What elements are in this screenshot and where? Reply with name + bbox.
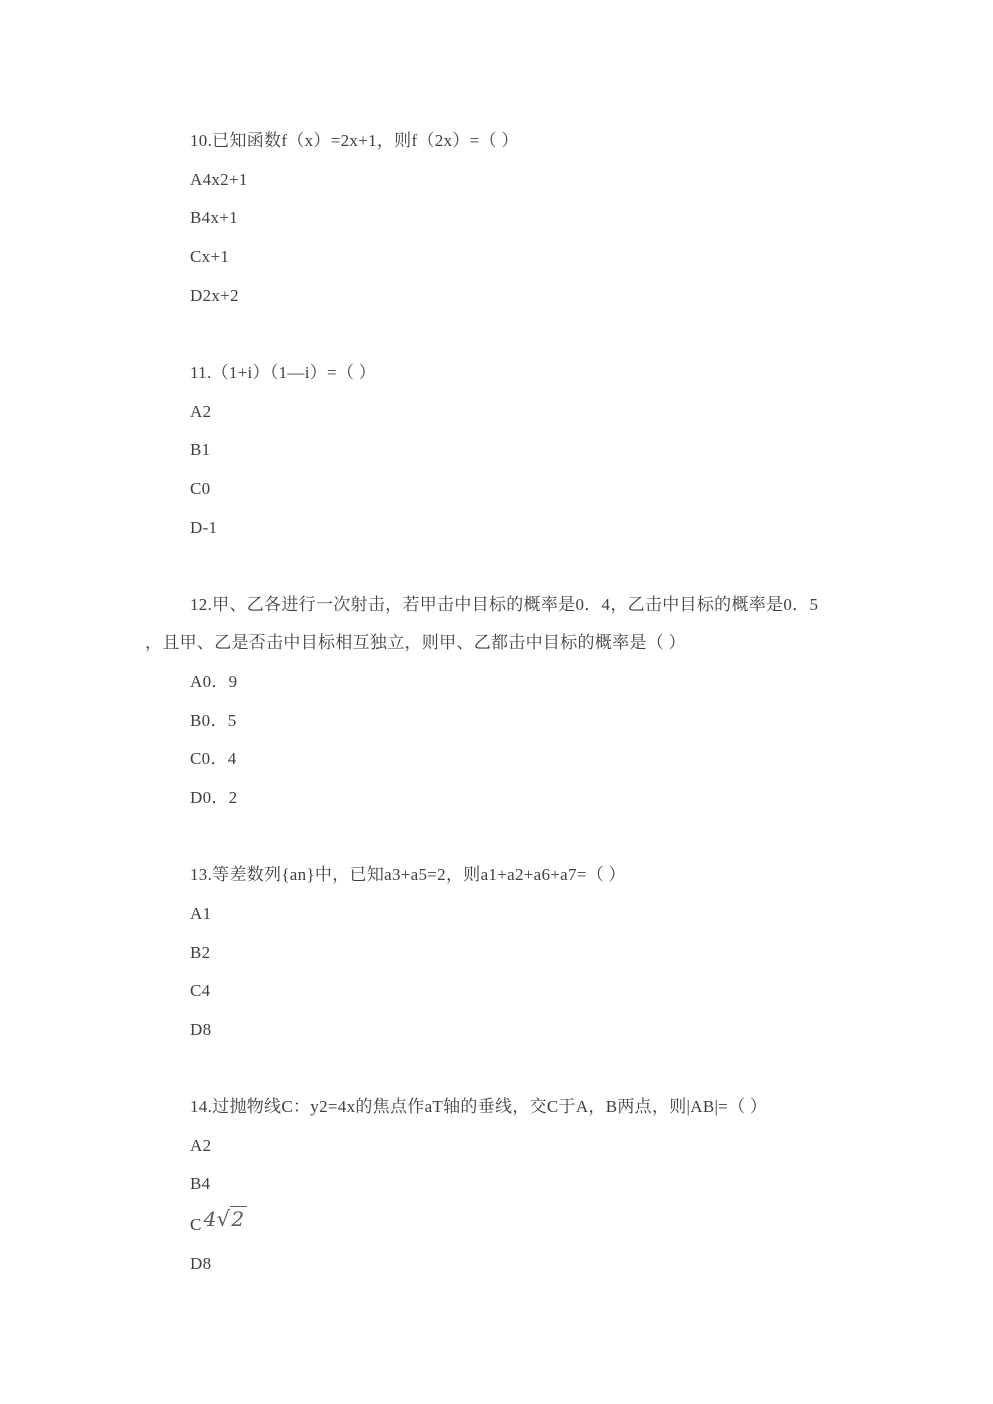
option-text: C0 <box>190 478 211 498</box>
option-text: C4 <box>190 981 211 1001</box>
question-options <box>145 393 853 548</box>
question-lines <box>145 1088 853 1127</box>
radical-sign-icon: √ <box>216 1207 231 1232</box>
sqrt-formula <box>204 1207 248 1231</box>
question-block <box>145 1088 853 1284</box>
option-text: A0．9 <box>190 672 238 692</box>
option-text: A2 <box>190 401 212 421</box>
question-block <box>145 856 853 1050</box>
question-options <box>145 1127 853 1284</box>
option-text: C0．4 <box>190 749 237 769</box>
option-text: Cx+1 <box>190 247 230 267</box>
question-text: ，且甲、乙是否击中目标相互独立，则甲、乙都击中目标的概率是（ ） <box>145 633 686 653</box>
formula-radicand: 2 <box>230 1206 247 1231</box>
question-block <box>145 122 853 316</box>
question-lines <box>145 856 853 895</box>
question-text: 14.过抛物线C：y2=4x的焦点作aT轴的垂线，交C于A，B两点，则|AB|=（ ） <box>190 1096 768 1116</box>
option-text: B1 <box>190 440 211 460</box>
questions <box>145 122 853 1283</box>
question-options <box>145 161 853 316</box>
option-text: B4x+1 <box>190 208 238 228</box>
question-lines <box>145 122 853 161</box>
option-text: B0．5 <box>190 710 237 730</box>
question-block <box>145 586 853 818</box>
option-label: C <box>190 1215 202 1235</box>
formula-coefficient: 4 <box>203 1207 217 1232</box>
question-text: 12.甲、乙各进行一次射击，若甲击中目标的概率是0．4，乙击中目标的概率是0．5 <box>190 594 819 614</box>
option-text: B2 <box>190 942 211 962</box>
question-options <box>145 663 853 818</box>
option-text <box>145 1204 853 1245</box>
question-text: 10.已知函数f（x）=2x+1，则f（2x）=（ ） <box>190 131 519 150</box>
option-text: B4 <box>190 1174 211 1194</box>
question-lines <box>145 354 853 393</box>
question-lines <box>145 586 853 663</box>
option-text: D-1 <box>190 517 218 537</box>
question-options <box>145 895 853 1050</box>
question-block <box>145 354 853 548</box>
option-text: D8 <box>190 1019 212 1039</box>
question-text: 13.等差数列{an}中，已知a3+a5=2，则a1+a2+a6+a7=（ ） <box>190 865 626 885</box>
option-text: D8 <box>190 1253 212 1273</box>
option-text: D2x+2 <box>190 285 239 305</box>
option-text: A4x2+1 <box>190 169 248 189</box>
question-text: 11.（1+i）（1—i）=（ ） <box>190 362 377 382</box>
option-text: A1 <box>190 903 212 923</box>
option-text: D0．2 <box>190 788 238 808</box>
option-text: A2 <box>190 1135 212 1155</box>
